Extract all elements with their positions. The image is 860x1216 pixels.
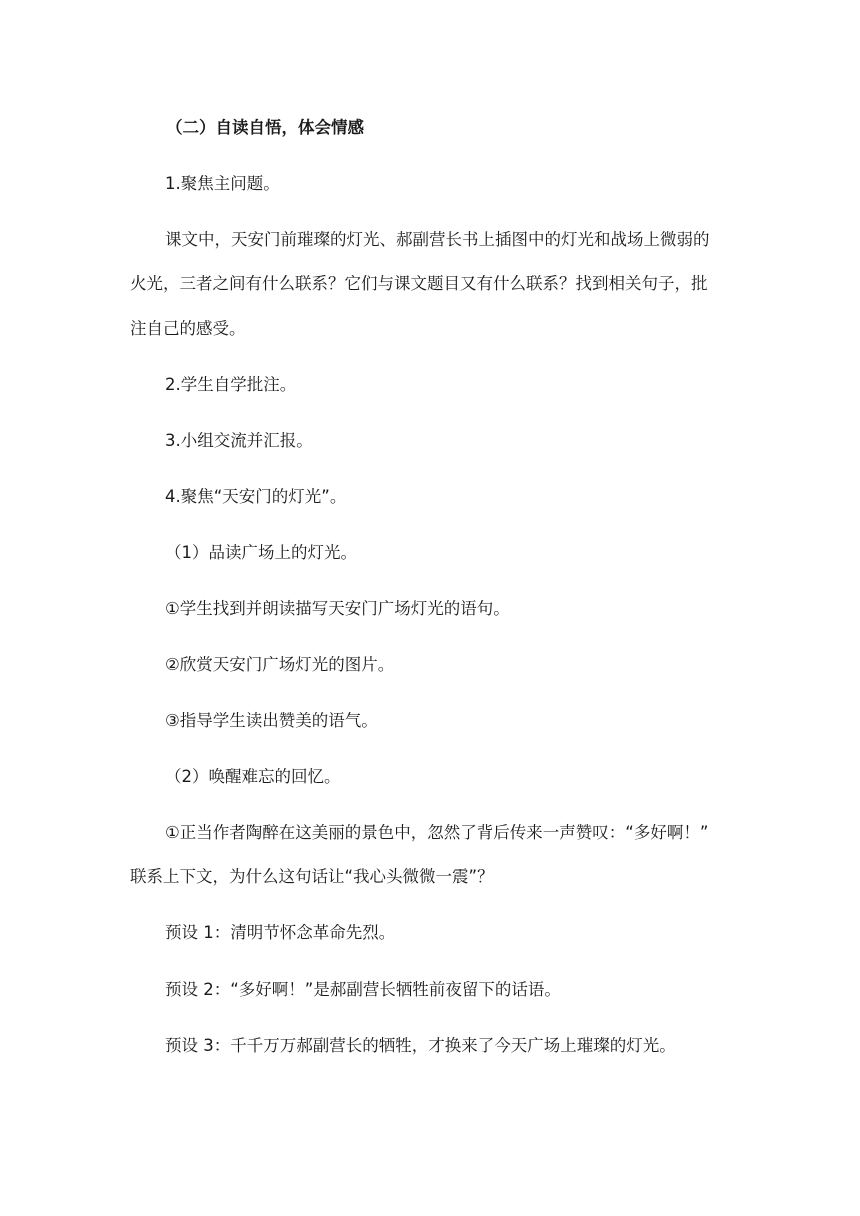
paragraph-line: 3.小组交流并汇报。 [165,431,313,450]
paragraph-line: 4.聚焦“天安门的灯光”。 [165,487,347,506]
paragraph-line: 2.学生自学批注。 [165,375,297,394]
paragraph-line: 预设 3：千千万万郝副营长的牺牲，才换来了今天广场上璀璨的灯光。 [165,1036,676,1055]
paragraph-line: 预设 1：清明节怀念革命先烈。 [165,923,396,942]
paragraph-line: （1）品读广场上的灯光。 [165,543,357,562]
paragraph-line: 联系上下文，为什么这句话让“我心头微微一震”？ [130,867,494,886]
paragraph-line: ③指导学生读出赞美的语气。 [165,711,378,730]
paragraph-line: ①正当作者陶醉在这美丽的景色中，忽然了背后传来一声赞叹：“多好啊！” [165,823,709,842]
paragraph-line: 1.聚焦主问题。 [165,174,280,193]
paragraph-line: ②欣赏天安门广场灯光的图片。 [165,655,395,674]
paragraph-line: ①学生找到并朗读描写天安门广场灯光的语句。 [165,599,510,618]
paragraph-line: 注自己的感受。 [130,319,246,338]
section-heading: （二）自读自悟，体会情感 [166,118,364,137]
paragraph-line: 课文中，天安门前璀璨的灯光、郝副营长书上插图中的灯光和战场上微弱的 [165,230,710,249]
paragraph-line: 火光，三者之间有什么联系？它们与课文题目又有什么联系？找到相关句子，批 [130,274,708,293]
paragraph-line: 预设 2：“多好啊！”是郝副营长牺牲前夜留下的话语。 [165,980,561,999]
paragraph-line: （2）唤醒难忘的回忆。 [165,767,341,786]
